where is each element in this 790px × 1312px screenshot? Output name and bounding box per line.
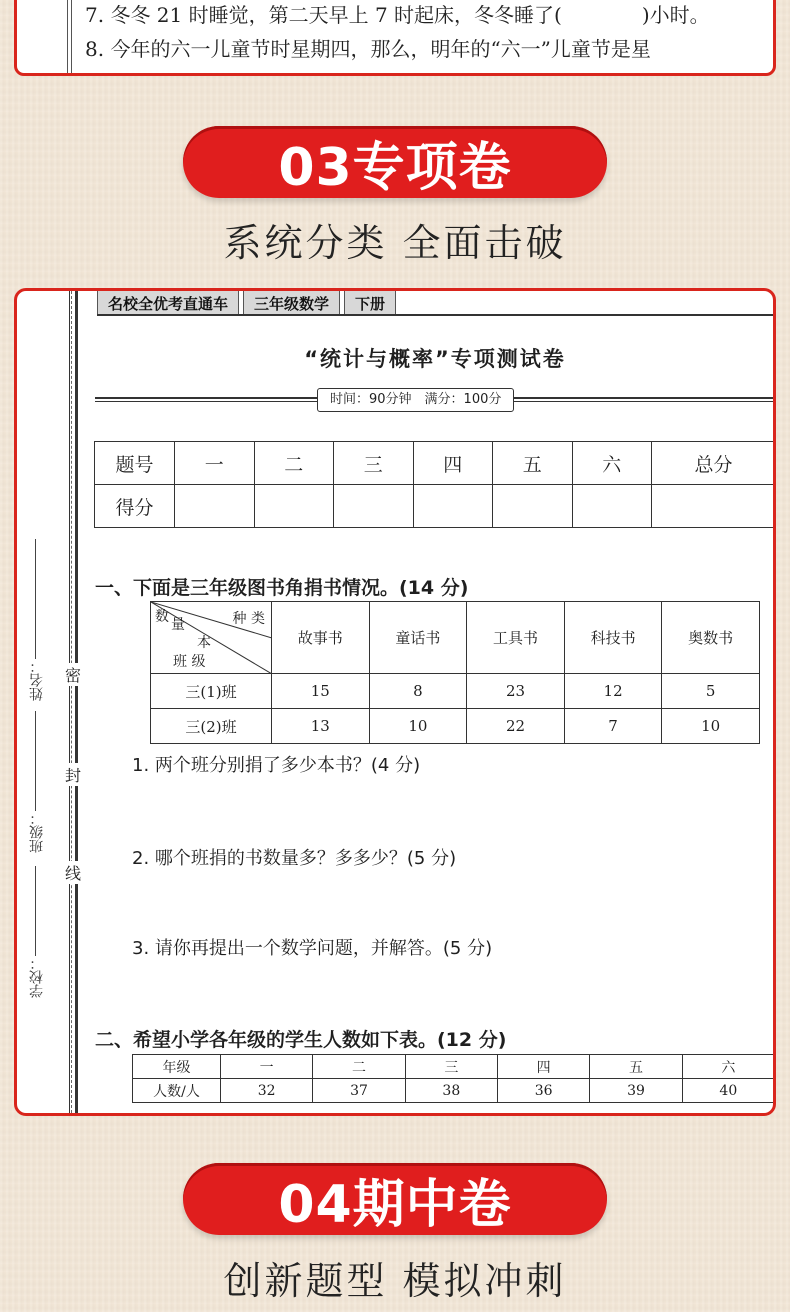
column-header: 一 <box>221 1055 313 1079</box>
grade-student-table <box>132 1054 775 1103</box>
section-2-heading: 二、希望小学各年级的学生人数如下表。(12 分) <box>95 1029 507 1051</box>
paper-header-tabs <box>97 291 400 315</box>
banner-midterm-paper <box>183 1163 607 1235</box>
column-header: 六 <box>682 1055 774 1079</box>
header-rule <box>97 314 773 316</box>
header-tab-series: 名校全优考直通车 <box>97 291 239 315</box>
table-row <box>151 709 760 744</box>
row-header: 三(2)班 <box>151 709 272 744</box>
column-header: 童话书 <box>369 602 467 674</box>
diagonal-header-cell <box>151 602 272 674</box>
class-field-label: 班级： <box>29 811 45 853</box>
table-cell: 38 <box>405 1079 497 1103</box>
score-input-cell[interactable] <box>652 485 776 528</box>
binding-line <box>71 0 72 73</box>
column-header: 年级 <box>133 1055 221 1079</box>
table-cell: 15 <box>272 674 370 709</box>
school-field-label: 学校： <box>29 956 45 998</box>
table-cell: 36 <box>497 1079 589 1103</box>
column-header: 奥数书 <box>662 602 760 674</box>
table-cell: 7 <box>564 709 662 744</box>
score-input-cell[interactable] <box>254 485 334 528</box>
seal-char-feng: 封 <box>63 763 83 786</box>
score-header-cell: 二 <box>254 442 334 485</box>
seal-char-xian: 线 <box>63 861 83 884</box>
table-cell: 32 <box>221 1079 313 1103</box>
section-1-heading: 一、下面是三年级图书角捐书情况。(14 分) <box>95 577 469 599</box>
header-tab-volume: 下册 <box>344 291 396 315</box>
table-row <box>151 674 760 709</box>
banner-special-paper <box>183 126 607 198</box>
table-cell: 5 <box>662 674 760 709</box>
table-row <box>95 485 776 528</box>
exam-paper-card <box>14 288 776 1116</box>
paper-title: “统计与概率”专项测试卷 <box>304 347 566 371</box>
score-row-label: 得分 <box>95 485 175 528</box>
previous-paper-card <box>14 0 776 76</box>
table-cell: 22 <box>467 709 565 744</box>
binding-dash-line <box>71 291 72 1113</box>
banner-label: 04期中卷 <box>278 1174 512 1235</box>
score-header-cell: 六 <box>572 442 652 485</box>
column-header: 三 <box>405 1055 497 1079</box>
table-cell: 37 <box>313 1079 405 1103</box>
table-row <box>151 602 760 674</box>
score-table <box>94 441 776 528</box>
diag-label-liang: 量 <box>171 617 185 633</box>
table-cell: 10 <box>369 709 467 744</box>
table-row <box>95 442 776 485</box>
row-header: 三(1)班 <box>151 674 272 709</box>
score-header-cell: 四 <box>413 442 493 485</box>
table-cell: 23 <box>467 674 565 709</box>
binding-line <box>69 291 70 1113</box>
table-cell: 39 <box>590 1079 682 1103</box>
header-tab-grade: 三年级数学 <box>243 291 340 315</box>
score-input-cell[interactable] <box>175 485 255 528</box>
seal-char-mi: 密 <box>63 663 83 686</box>
question-7: 7. 冬冬 21 时睡觉，第二天早上 7 时起床，冬冬睡了( )小时。 <box>85 3 710 27</box>
name-line <box>35 539 36 659</box>
question-8: 8. 今年的六一儿童节时星期四，那么，明年的“六一”儿童节是星 <box>85 37 651 61</box>
table-cell: 12 <box>564 674 662 709</box>
column-header: 科技书 <box>564 602 662 674</box>
score-input-cell[interactable] <box>334 485 414 528</box>
score-header-cell: 一 <box>175 442 255 485</box>
binding-line <box>67 0 68 73</box>
diag-label-shu: 数 <box>155 609 169 625</box>
banner-subtitle: 系统分类 全面击破 <box>223 221 567 265</box>
column-header: 工具书 <box>467 602 565 674</box>
column-header: 四 <box>497 1055 589 1079</box>
score-header-cell: 五 <box>493 442 573 485</box>
row-header: 人数/人 <box>133 1079 221 1103</box>
score-input-cell[interactable] <box>413 485 493 528</box>
sub-question-3: 3. 请你再提出一个数学问题，并解答。(5 分) <box>132 938 493 959</box>
score-input-cell[interactable] <box>493 485 573 528</box>
table-cell: 8 <box>369 674 467 709</box>
table-cell: 10 <box>662 709 760 744</box>
diag-label-ben: 本 <box>197 635 211 651</box>
banner-subtitle: 创新题型 模拟冲刺 <box>223 1259 567 1303</box>
diag-label-type: 种 类 <box>232 611 265 627</box>
table-cell: 13 <box>272 709 370 744</box>
score-input-cell[interactable] <box>572 485 652 528</box>
sub-question-2: 2. 哪个班捐的书数量多？多多少？(5 分) <box>132 848 457 869</box>
binding-line <box>75 291 78 1113</box>
banner-label: 03专项卷 <box>278 137 512 198</box>
time-info: 时间：90分钟 满分：100分 <box>317 388 514 412</box>
score-header-cell: 三 <box>334 442 414 485</box>
column-header: 五 <box>590 1055 682 1079</box>
table-cell: 40 <box>682 1079 774 1103</box>
sub-question-1: 1. 两个班分别捐了多少本书？(4 分) <box>132 755 421 776</box>
class-line <box>35 711 36 811</box>
book-donation-table <box>150 601 760 744</box>
column-header: 二 <box>313 1055 405 1079</box>
diag-label-class: 班 级 <box>173 654 206 670</box>
column-header: 故事书 <box>272 602 370 674</box>
table-row <box>133 1055 775 1079</box>
table-row <box>133 1079 775 1103</box>
school-line <box>35 866 36 956</box>
score-header-cell: 题号 <box>95 442 175 485</box>
name-field-label: 姓名： <box>29 659 45 701</box>
score-header-cell: 总分 <box>652 442 776 485</box>
